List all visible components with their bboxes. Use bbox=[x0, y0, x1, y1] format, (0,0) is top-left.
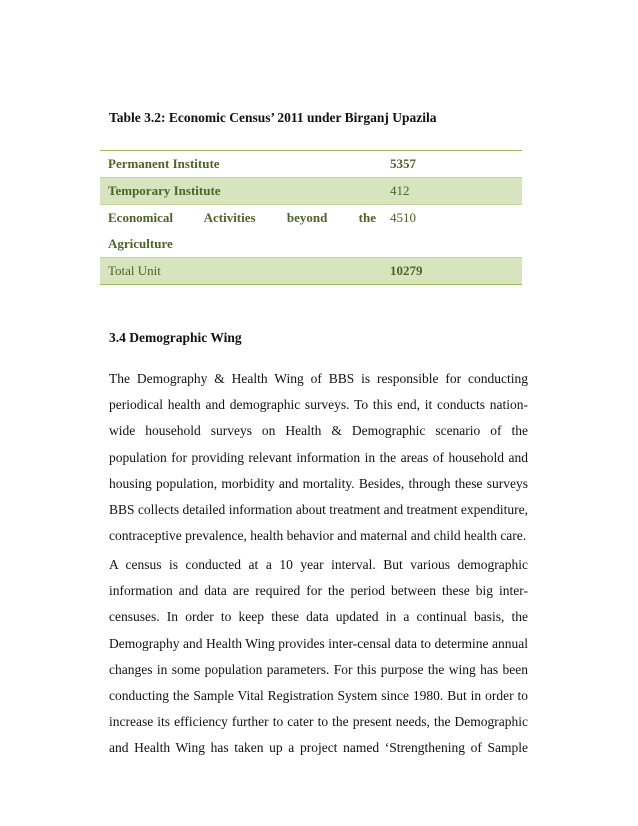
row-label: Temporary Institute bbox=[100, 178, 384, 205]
text-line: Demography and Health Wing provides inter-censal data to determine annual bbox=[109, 635, 528, 651]
table-row bbox=[100, 151, 522, 178]
text-line: changes in some population parameters. For this purpose the wing has been bbox=[109, 661, 528, 677]
text-line: wide household surveys on Health & Demographic scenario of the bbox=[109, 423, 528, 439]
row-label-line-1: Economical Activities beyond the bbox=[108, 210, 376, 225]
text-line: conducting the Sample Vital Registration System since 1980. But in order to bbox=[109, 688, 528, 704]
text-line: increase its efficiency further to cater to the present needs, the Demographic bbox=[109, 714, 528, 730]
paragraph-2 bbox=[109, 552, 528, 762]
text-line: A census is conducted at a 10 year interval. But various demographic bbox=[109, 557, 528, 572]
paragraph-1 bbox=[109, 366, 528, 549]
row-value: 5357 bbox=[384, 151, 522, 178]
text-line: population for providing relevant information in the areas of household and bbox=[109, 449, 528, 465]
text-line: BBS collects detailed information about treatment and treatment expenditure, bbox=[109, 502, 528, 518]
table-row bbox=[100, 178, 522, 205]
text-line: and Health Wing has taken up a project named ‘Strengthening of Sample bbox=[109, 740, 528, 756]
row-value: 412 bbox=[384, 178, 522, 205]
row-label: Permanent Institute bbox=[100, 151, 384, 178]
text-line: housing population, morbidity and mortality. Besides, through these surveys bbox=[109, 475, 528, 491]
row-value: 10279 bbox=[384, 258, 522, 285]
table-row bbox=[100, 205, 522, 258]
section-title: 3.4 Demographic Wing bbox=[109, 330, 242, 345]
row-label-line-2: Agriculture bbox=[108, 236, 173, 251]
economic-census-table bbox=[100, 150, 522, 285]
text-line: periodical health and demographic surveys. To this end, it conducts nation- bbox=[109, 397, 528, 413]
table-caption: Table 3.2: Economic Census’ 2011 under Birganj Upazila bbox=[109, 110, 437, 125]
row-label bbox=[100, 205, 384, 258]
text-line: contraceptive prevalence, health behavior and maternal and child health care. bbox=[109, 528, 527, 544]
row-label: Total Unit bbox=[100, 258, 384, 285]
row-value: 4510 bbox=[384, 205, 522, 258]
text-line: censuses. In order to keep these data updated in a continual basis, the bbox=[109, 609, 528, 625]
table-row bbox=[100, 258, 522, 285]
text-line: The Demography & Health Wing of BBS is responsible for conducting bbox=[109, 371, 528, 386]
text-line: information and data are required for the period between these big inter- bbox=[109, 583, 528, 599]
